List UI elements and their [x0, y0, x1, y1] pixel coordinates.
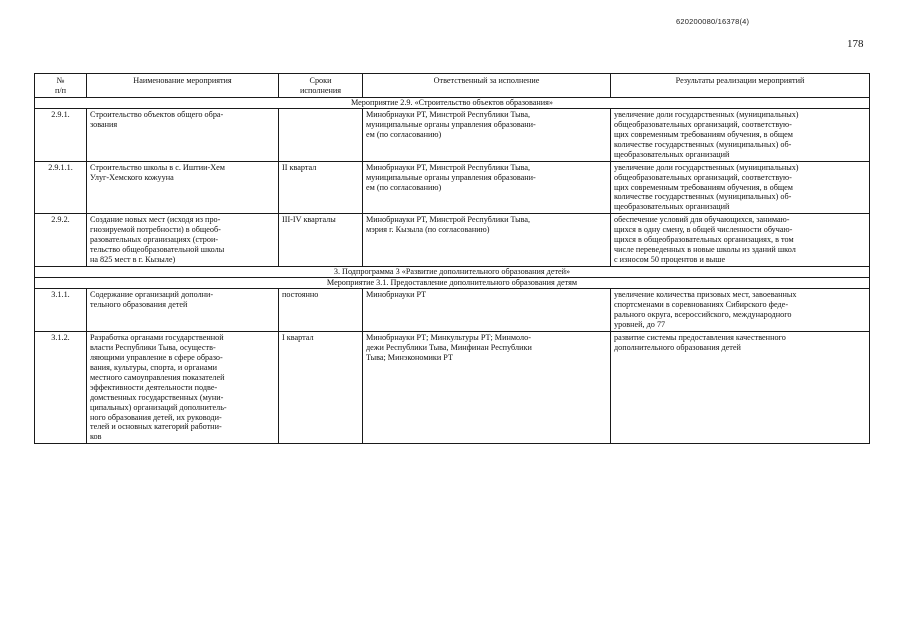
activity-name: Строительство школы в с. Иштии-Хем Улуг-Хемского кожууна — [87, 161, 279, 214]
column-header-result: Результаты реализации мероприятий — [611, 74, 870, 98]
activity-result: увеличение доли государственных (муниципальных) общеобразовательных организаций, соответствую- щих современным требованиям обучения, в общем количестве государственных (муниципальных) об- щеобразовательных организаций — [611, 108, 870, 161]
column-header-name: Наименование мероприятия — [87, 74, 279, 98]
page-number: 178 — [847, 38, 864, 50]
activity-result: обеспечение условий для обучающихся, занимаю- щихся в одну смену, в общей численности обучаю- щихся в общеобразовательных организациях, в том числе переведенных в новые школы из зданий школ с износом 50 процентов и выше — [611, 214, 870, 267]
table-row — [35, 108, 870, 161]
activity-result: увеличение доли государственных (муниципальных) общеобразовательных организаций, соответствую- щих современным требованиям обучения, в общем количестве государственных (муниципальных) об- щеобразовательных организаций — [611, 161, 870, 214]
table-row — [35, 161, 870, 214]
table-row — [35, 214, 870, 267]
section-title: 3. Подпрограмма 3 «Развитие дополнительного образования детей» — [35, 267, 870, 278]
document-code: 620200080/16378(4) — [676, 17, 750, 26]
activity-name: Строительство объектов общего обра- зования — [87, 108, 279, 161]
activity-term: III-IV кварталы — [279, 214, 363, 267]
activity-responsible: Минобрнауки РТ, Минстрой Республики Тыва, муниципальные органы управления образовани- ем (по согласованию) — [363, 108, 611, 161]
activity-term: I квартал — [279, 331, 363, 443]
row-number: 3.1.1. — [35, 289, 87, 332]
section-row-subprogram-3 — [35, 267, 870, 278]
table-row — [35, 331, 870, 443]
column-header-number: № п/п — [35, 74, 87, 98]
column-header-term: Сроки исполнения — [279, 74, 363, 98]
section-row-3-1 — [35, 278, 870, 289]
row-number: 2.9.2. — [35, 214, 87, 267]
activity-responsible: Минобрнауки РТ, Минстрой Республики Тыва, муниципальные органы управления образовани- ем (по согласованию) — [363, 161, 611, 214]
activity-responsible: Минобрнауки РТ — [363, 289, 611, 332]
activity-result: развитие системы предоставления качественного дополнительного образования детей — [611, 331, 870, 443]
activity-responsible: Минобрнауки РТ, Минстрой Республики Тыва, мэрия г. Кызыла (по согласованию) — [363, 214, 611, 267]
activity-name: Содержание организаций дополни- тельного образования детей — [87, 289, 279, 332]
section-title: Мероприятие 3.1. Предоставление дополнительного образования детям — [35, 278, 870, 289]
activity-term: постоянно — [279, 289, 363, 332]
column-header-responsible: Ответственный за исполнение — [363, 74, 611, 98]
row-number: 2.9.1. — [35, 108, 87, 161]
table-row — [35, 289, 870, 332]
activity-name: Разработка органами государственной власти Республики Тыва, осуществ- ляющими управление в сфере образо- вания, культуры, спорта, и органами местного самоуправления показателей эффективности деятельности подве- домственных государственных (муни- ципальных) организаций дополнитель- ного образования детей, их руководи- телей и основных категорий работни- ков — [87, 331, 279, 443]
activity-term: II квартал — [279, 161, 363, 214]
row-number: 2.9.1.1. — [35, 161, 87, 214]
activity-result: увеличение количества призовых мест, завоеванных спортсменами в соревнованиях Сибирского феде- рального округа, всероссийского, международного уровней, до 77 — [611, 289, 870, 332]
table-header-row — [35, 74, 870, 98]
activity-name: Создание новых мест (исходя из про- гнозируемой потребности) в общеоб- разовательных организациях (строи- тельство общеобразовательной школы на 825 мест в г. Кызыле) — [87, 214, 279, 267]
section-row-2-9 — [35, 97, 870, 108]
row-number: 3.1.2. — [35, 331, 87, 443]
activity-term — [279, 108, 363, 161]
activity-responsible: Минобрнауки РТ; Минкультуры РТ; Минмоло- дежи Республики Тыва, Минфинан Республики Тыва; Минэкономики РТ — [363, 331, 611, 443]
activities-table — [34, 73, 870, 444]
section-title: Мероприятие 2.9. «Строительство объектов образования» — [35, 97, 870, 108]
